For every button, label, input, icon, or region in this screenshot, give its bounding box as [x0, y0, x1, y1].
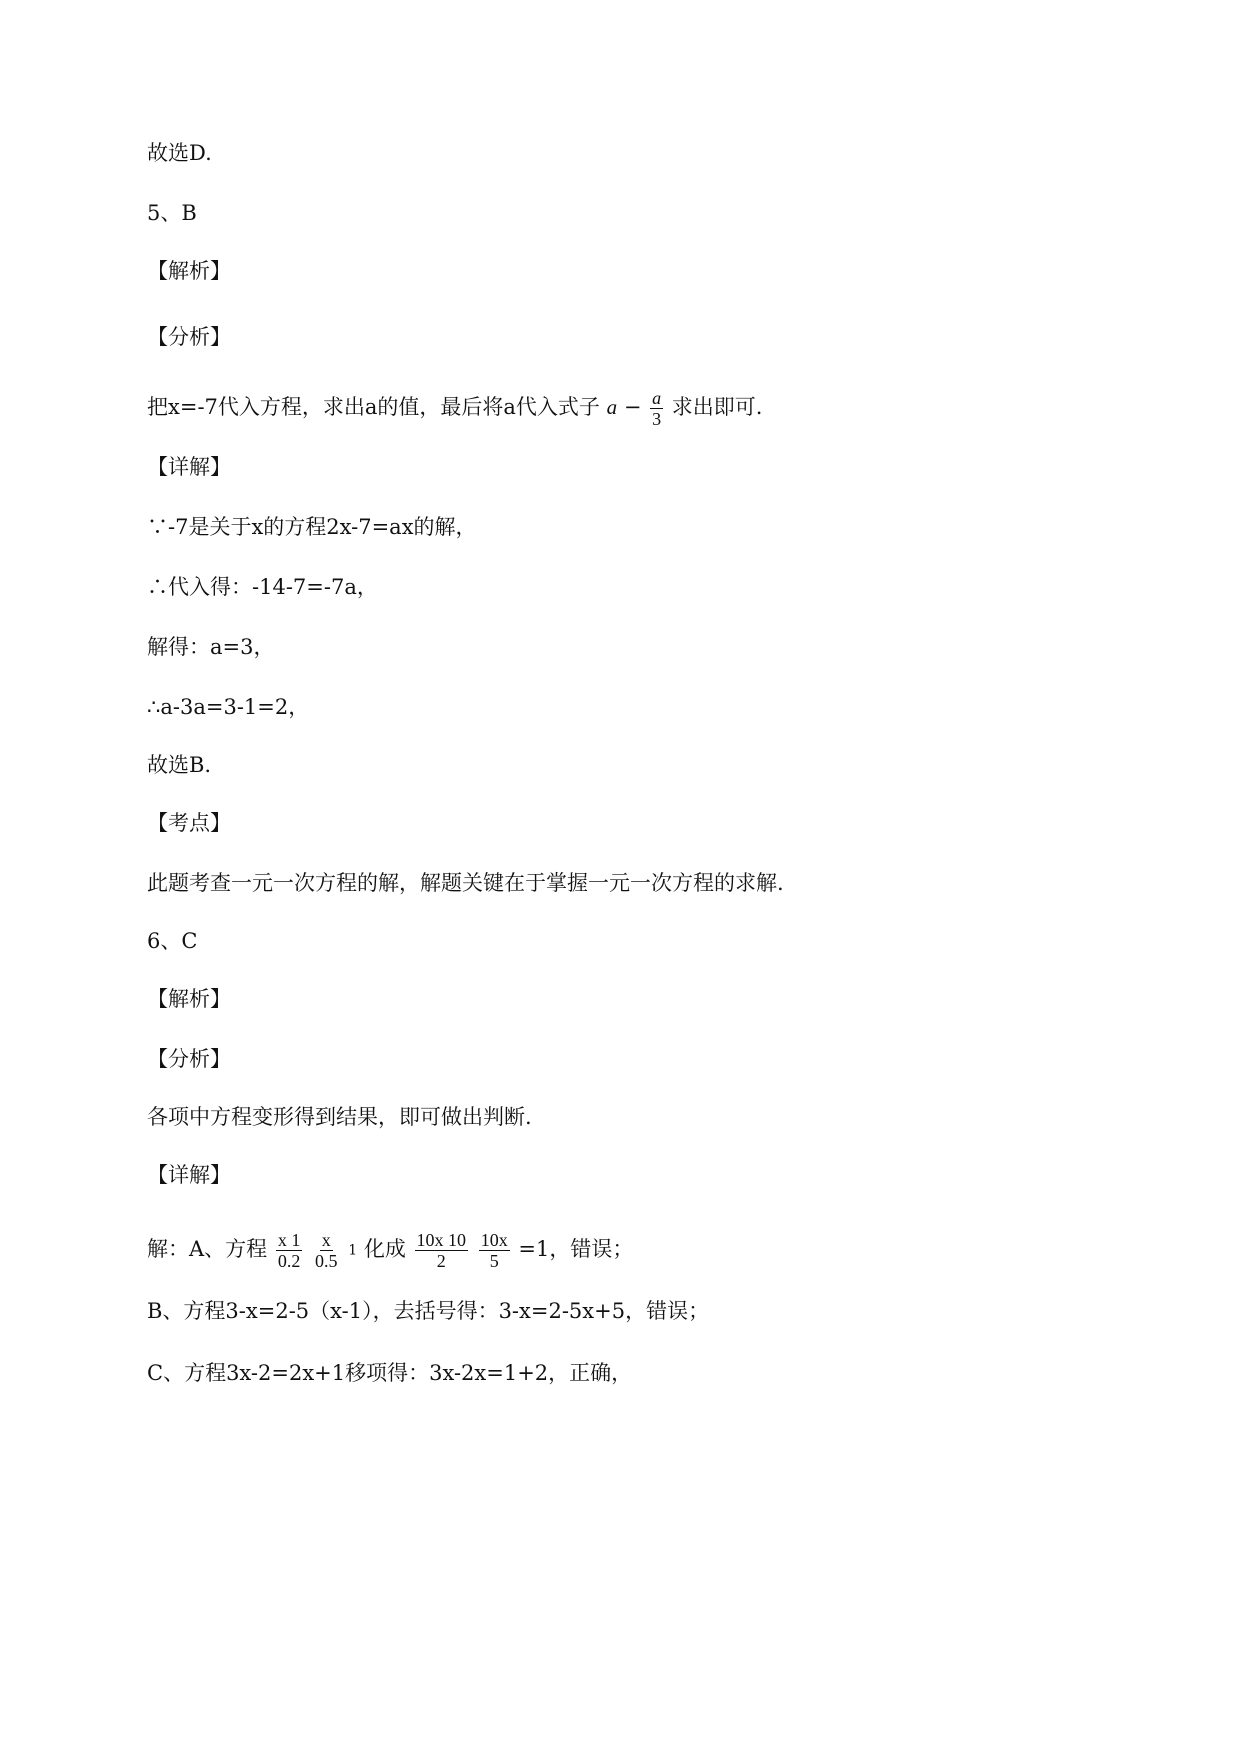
kaodian-text: 此题考查一元一次方程的解，解题关键在于掌握一元一次方程的求解. [147, 871, 784, 895]
expression-a-minus-a-over-3 [607, 388, 665, 429]
analysis-text-q6: 各项中方程变形得到结果，即可做出判断. [147, 1105, 532, 1129]
option-a-line [147, 1230, 633, 1271]
expr-minus: − [623, 395, 642, 419]
fraction-eq1-term1 [276, 1230, 303, 1271]
conclusion-b: 故选B. [147, 753, 212, 777]
fraction-denominator: 2 [436, 1251, 446, 1271]
section-detail-heading-2: 【详解】 [147, 1163, 231, 1187]
fraction-denominator: 0.5 [315, 1251, 338, 1271]
solution-line-3: 解得：a=3， [147, 635, 275, 659]
fraction-numerator: x [321, 1230, 331, 1250]
eq1-rhs: 1 [348, 1242, 358, 1259]
solution-line-4: ∴a-3a=3-1=2， [147, 695, 310, 719]
fraction-numerator: 10x [480, 1230, 508, 1250]
section-fenxi-heading: 【分析】 [147, 325, 231, 349]
section-fenxi-heading-2: 【分析】 [147, 1047, 231, 1071]
analysis-text-post: 求出即可. [671, 395, 763, 419]
section-analysis-heading-2: 【解析】 [147, 987, 231, 1011]
fraction-a-over-3 [650, 388, 663, 429]
option-a-pre: 解：A、方程 [147, 1237, 268, 1261]
section-detail-heading: 【详解】 [147, 455, 231, 479]
question-6-answer: 6、C [147, 929, 198, 953]
fraction-numerator: a [652, 388, 662, 408]
option-b-line: B、方程3-x=2-5（x-1），去括号得：3-x=2-5x+5，错误； [147, 1299, 710, 1323]
analysis-text-q5 [147, 388, 762, 429]
fraction-eq1-term2 [313, 1230, 340, 1271]
fraction-denominator: 0.2 [277, 1251, 301, 1271]
analysis-text-pre: 把x=-7代入方程，求出a的值，最后将a代入式子 [147, 395, 600, 419]
expr-a: a [606, 395, 618, 419]
fraction-numerator: x 1 [277, 1230, 301, 1250]
question-5-answer: 5、B [147, 201, 197, 225]
option-a-post: =1，错误； [518, 1237, 634, 1261]
solution-line-1: ∵-7是关于x的方程2x-7=ax的解， [147, 515, 477, 539]
fraction-numerator: 10x 10 [416, 1230, 467, 1250]
fraction-denominator: 5 [489, 1251, 499, 1271]
section-analysis-heading: 【解析】 [147, 259, 231, 283]
option-a-mid: 化成 [363, 1237, 406, 1261]
solution-line-2: ∴代入得：-14-7=-7a， [147, 575, 378, 599]
conclusion-d: 故选D. [147, 141, 212, 165]
fraction-denominator: 3 [652, 409, 662, 429]
fraction-eq2-term2 [479, 1230, 510, 1271]
option-c-line: C、方程3x-2=2x+1移项得：3x-2x=1+2，正确， [147, 1361, 633, 1385]
section-kaodian-heading: 【考点】 [147, 811, 231, 835]
fraction-eq2-term1 [415, 1230, 469, 1271]
